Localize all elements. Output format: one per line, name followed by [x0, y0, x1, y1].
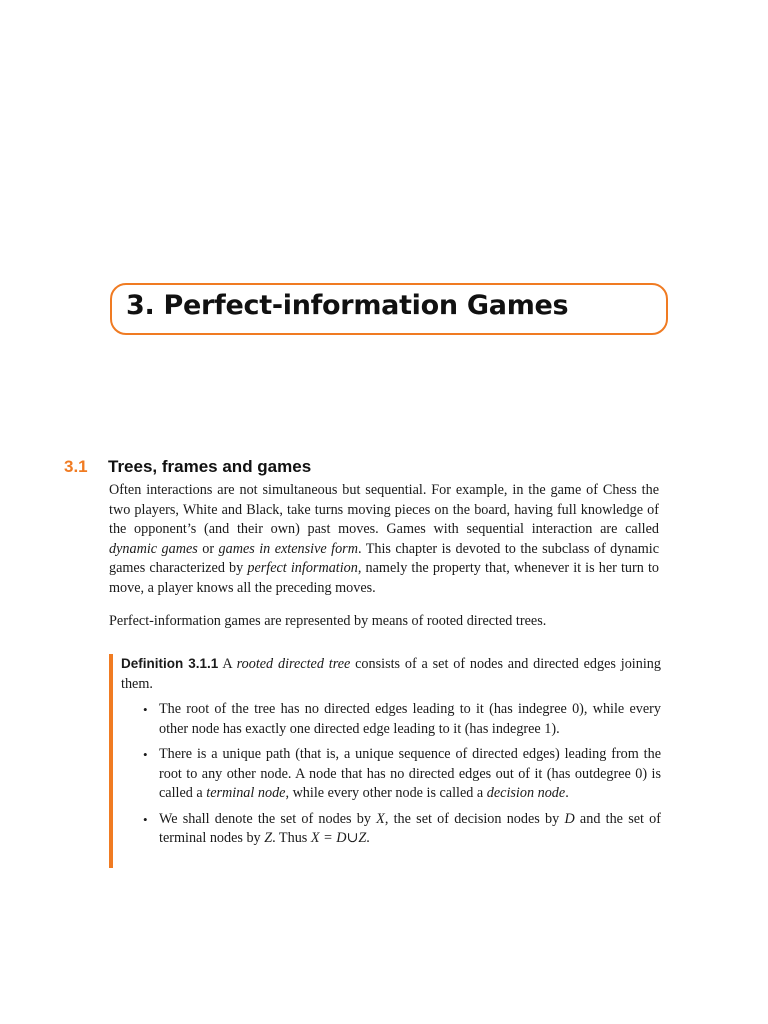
intro-paragraph	[109, 481, 659, 598]
text-run: , namely the property that, whenever it is her turn to move, a player knows all the preceding moves.	[109, 560, 659, 596]
section-title: Trees, frames and games	[108, 457, 312, 476]
math-equation: X = D∪Z	[310, 830, 367, 846]
definition-block	[109, 654, 661, 868]
math-d: D	[564, 810, 575, 827]
term-terminal-node: terminal node	[206, 785, 286, 801]
term-perfect-information: perfect information	[247, 560, 358, 576]
chapter-title-box	[110, 283, 668, 335]
chapter-title: 3. Perfect-information Games	[126, 290, 569, 321]
text-run: , while every other node is called a	[285, 785, 487, 801]
list-item	[143, 745, 661, 804]
math-x: X	[376, 810, 385, 827]
definition-body	[121, 654, 661, 855]
text-run: Often interactions are not simultaneous but sequential. For example, in the game of Chess the two players, White and Black, take turns moving pieces on the board, having full knowledge of the opponent’s (and their own) past moves. Games with sequential interaction are called	[109, 482, 659, 537]
text-run: There is a unique path (that is, a unique sequence of directed edges) leading from the root to any other node. A node that has no directed edges out of it (has outdegree 0) is called a	[159, 746, 661, 801]
section-heading	[64, 452, 311, 479]
text-run: consists of a set of nodes and directed edges joining them.	[121, 656, 661, 692]
math-z: Z	[264, 830, 273, 846]
text-run: A	[218, 656, 237, 672]
bullet-icon: •	[143, 702, 148, 717]
section-number: 3.1	[64, 457, 88, 476]
term-dynamic-games: dynamic games	[109, 540, 198, 557]
list-item	[143, 700, 661, 739]
definition-label: Definition 3.1.1	[121, 656, 219, 671]
text-run: . Thus	[272, 830, 311, 846]
definition-lead	[121, 654, 661, 694]
text-run: or	[197, 540, 219, 557]
text-run: , the set of decision nodes by	[384, 810, 565, 827]
text-run: We shall denote the set of nodes by	[159, 810, 377, 827]
text-run: . This chapter is devoted to the subclass of dynamic games characterized by	[109, 540, 659, 576]
definition-list	[121, 700, 661, 849]
list-item	[143, 810, 661, 849]
term-decision-node: decision node	[486, 785, 566, 801]
text-run: and the set of terminal nodes by	[159, 810, 661, 846]
text-run: .	[565, 785, 569, 801]
bullet-icon: •	[143, 811, 148, 827]
term-rooted-directed-tree: rooted directed tree	[236, 656, 351, 672]
text-run: The root of the tree has no directed edges leading to it (has indegree 0), while every other node has exactly one directed edge leading to it (has indegree 1).	[159, 701, 661, 737]
bullet-icon: •	[143, 747, 148, 762]
trees-paragraph: Perfect-information games are represented by means of rooted directed trees.	[109, 613, 547, 629]
text-run: .	[366, 830, 370, 846]
term-extensive-form: games in extensive form	[218, 540, 358, 557]
definition-accent-bar	[109, 654, 113, 868]
